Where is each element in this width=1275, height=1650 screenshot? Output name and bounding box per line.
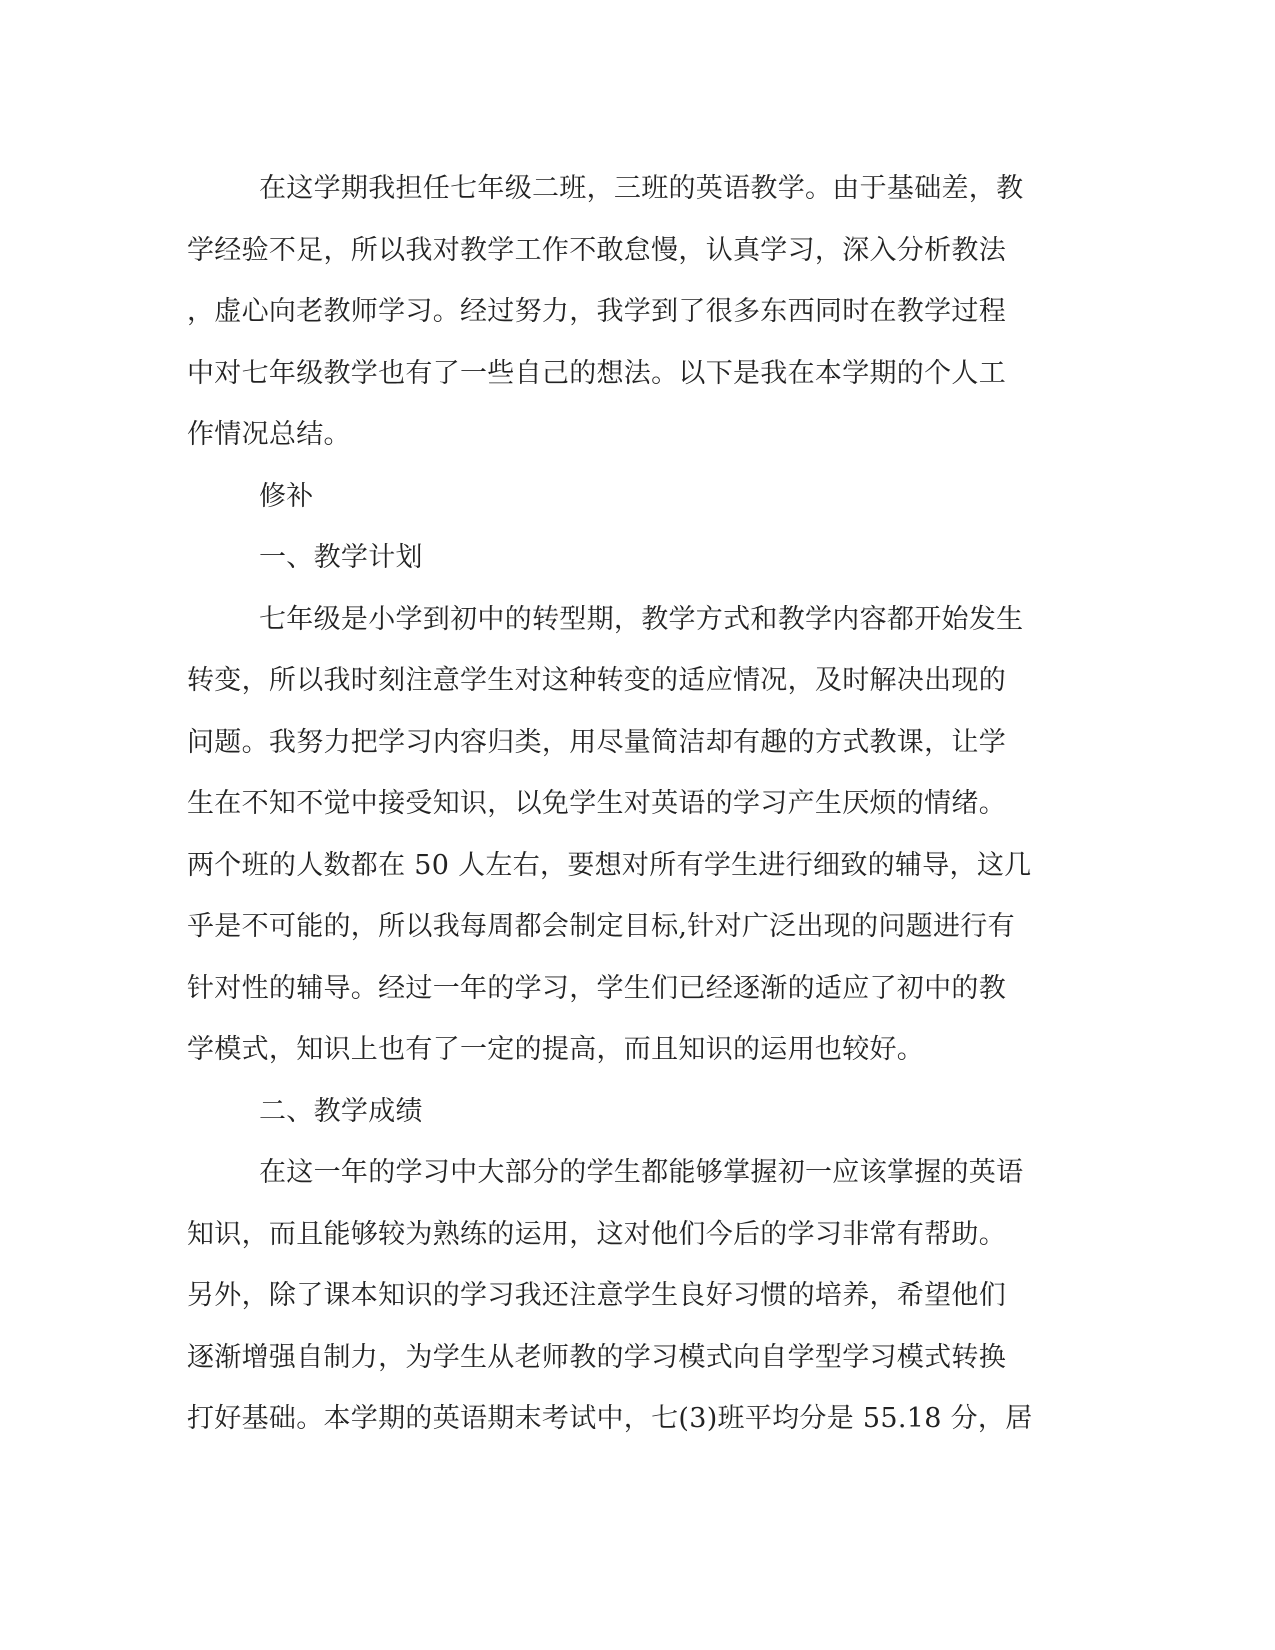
text-line: 七年级是小学到初中的转型期，教学方式和教学内容都开始发生 (259, 603, 1024, 635)
text-line: 学模式，知识上也有了一定的提高，而且知识的运用也较好。 (187, 1034, 925, 1065)
section-label: 修补 (259, 480, 314, 512)
text-line: 两个班的人数都在 50 人左右，要想对所有学生进行细致的辅导，这几 (187, 849, 1032, 881)
text-line: 逐渐增强自制力，为学生从老师教的学习模式向自学型学习模式转换 (187, 1341, 1006, 1373)
text-line: 另外，除了课本知识的学习我还注意学生良好习惯的培养，希望他们 (187, 1280, 1006, 1311)
text-line: 知识，而且能够较为熟练的运用，这对他们今后的学习非常有帮助。 (187, 1218, 1006, 1250)
text-line: 在这学期我担任七年级二班，三班的英语教学。由于基础差，教 (259, 173, 1024, 204)
text-line: 打好基础。本学期的英语期末考试中，七(3)班平均分是 55.18 分，居 (187, 1403, 1033, 1434)
document-body (187, 158, 1057, 1450)
text-line: 针对性的辅导。经过一年的学习，学生们已经逐渐的适应了初中的教 (187, 972, 1006, 1004)
text-line: 转变，所以我时刻注意学生对这种转变的适应情况，及时解决出现的 (187, 665, 1006, 696)
text-line: 中对七年级教学也有了一些自己的想法。以下是我在本学期的个人工 (187, 357, 1006, 389)
text-line: 乎是不可能的，所以我每周都会制定目标,针对广泛出现的问题进行有 (187, 911, 1015, 942)
section-heading: 二、教学成绩 (259, 1095, 423, 1127)
text-line: 生在不知不觉中接受知识，以免学生对英语的学习产生厌烦的情绪。 (187, 788, 1006, 819)
section-heading: 一、教学计划 (259, 542, 423, 573)
text-line: 学经验不足，所以我对教学工作不敢怠慢，认真学习，深入分析教法 (187, 234, 1006, 266)
text-line: 在这一年的学习中大部分的学生都能够掌握初一应该掌握的英语 (259, 1157, 1024, 1188)
text-line: ，虚心向老教师学习。经过努力，我学到了很多东西同时在教学过程 (187, 296, 1006, 327)
text-line: 作情况总结。 (187, 419, 351, 450)
text-line: 问题。我努力把学习内容归类，用尽量简洁却有趣的方式教课，让学 (187, 726, 1006, 758)
